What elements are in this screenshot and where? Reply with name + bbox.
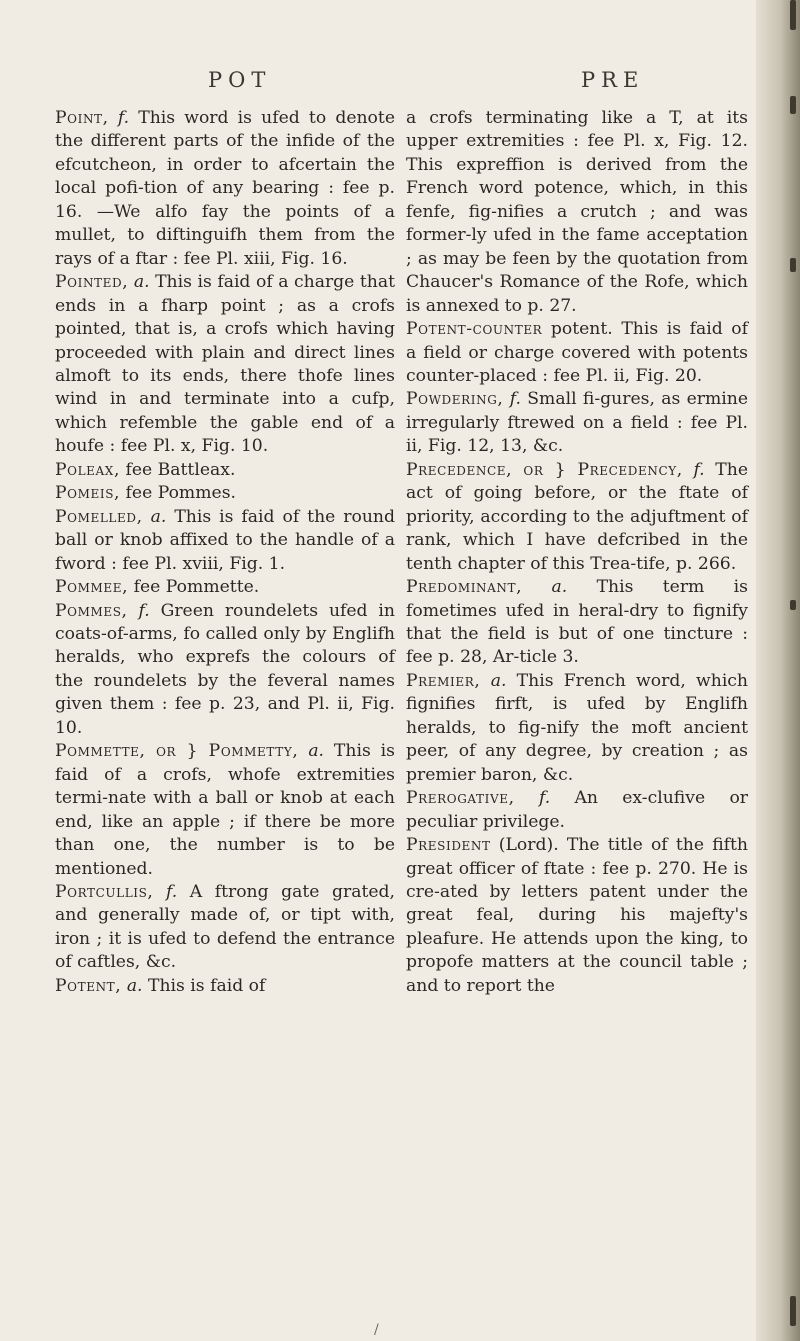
running-head-right: PRE bbox=[581, 68, 645, 92]
page-edge-mark bbox=[790, 0, 796, 30]
entry-headword: Pomeis, bbox=[55, 483, 121, 504]
entry-text: fee Pommette. bbox=[128, 577, 260, 598]
entry-text: Small fi-gures, as ermine irregularly ftrewed on a field : fee Pl. ii, Fig. 12, 13, &c. bbox=[406, 389, 748, 457]
entry-grammar: a. bbox=[133, 272, 150, 293]
dictionary-entry bbox=[406, 388, 748, 458]
entry-grammar: f. bbox=[509, 389, 521, 410]
entry-text: A ftrong gate grated, and generally made of, or tipt with, iron ; it is ufed to defend the entrance of caftles, &c. bbox=[55, 881, 395, 973]
entry-headword: Portcullis, bbox=[55, 881, 154, 902]
dictionary-entry bbox=[406, 459, 748, 576]
dictionary-entry bbox=[55, 600, 395, 741]
entry-grammar: f. bbox=[538, 788, 551, 809]
left-column bbox=[55, 107, 395, 998]
entry-headword: Pomelled, bbox=[55, 506, 143, 527]
entry-headword: Pommes, bbox=[55, 600, 128, 621]
footer-mark: / bbox=[374, 1322, 379, 1338]
entry-text: The act of going before, or the ftate of priority, according to the adjuftment of rank, which I have defcribed in the tenth chapter of this Trea-tife, p. 266. bbox=[406, 459, 748, 574]
page-edge-mark bbox=[790, 1296, 796, 1326]
entry-text: This is faid of bbox=[142, 975, 266, 996]
dictionary-entry bbox=[55, 881, 395, 975]
dictionary-entry bbox=[55, 576, 395, 599]
entry-headword: Precedence, or } Precedency, bbox=[406, 459, 683, 480]
page-edge-mark bbox=[790, 258, 796, 272]
entry-headword: President bbox=[406, 835, 491, 856]
entry-headword: Premier, bbox=[406, 670, 481, 691]
entry-text: An ex-clufive or peculiar privilege. bbox=[406, 788, 749, 832]
entry-headword: Prerogative, bbox=[406, 788, 515, 809]
entry-text: fee Pommes. bbox=[120, 483, 236, 504]
dictionary-entry bbox=[406, 670, 748, 787]
dictionary-entry bbox=[55, 740, 395, 881]
entry-grammar: a. bbox=[551, 577, 568, 598]
running-head-left: POT bbox=[208, 68, 272, 92]
dictionary-entry bbox=[55, 975, 395, 998]
entry-grammar: a. bbox=[150, 506, 167, 527]
entry-text: a crofs terminating like a T, at its upper extremities : fee Pl. x, Fig. 12. This expreffion is derived from the French word potence, which, in this fenfe, fig-nifies a crutch ; and was former-ly ufed in the fame acceptation ; as may be feen by the quotation from Chaucer's Romance of the Rofe, which is annexed to p. 27. bbox=[406, 108, 748, 316]
entry-headword: Poleax, bbox=[55, 459, 121, 480]
entry-grammar: f. bbox=[166, 881, 178, 902]
entry-headword: Point, bbox=[55, 108, 109, 128]
entry-headword: Pommette, or } Pommetty, bbox=[55, 741, 299, 762]
entry-text: This is faid of the round ball or knob affixed to the handle of a fword : fee Pl. xviii, Fig. 1. bbox=[55, 506, 396, 574]
entry-headword: Powdering, bbox=[406, 389, 504, 410]
entry-grammar: a. bbox=[308, 741, 325, 762]
entry-text: fee Battleax. bbox=[120, 459, 236, 480]
dictionary-entry bbox=[406, 834, 748, 998]
entry-headword: Potent, bbox=[55, 975, 122, 996]
dictionary-entry bbox=[406, 107, 748, 318]
entry-text: This French word, which fignifies firft, is ufed by Englifh heralds, to fig-nify the moft ancient peer, of any degree, by creation ; as premier baron, &c. bbox=[406, 670, 749, 785]
entry-headword: Predominant, bbox=[406, 577, 523, 598]
entry-grammar: a. bbox=[490, 670, 507, 691]
entry-headword: Pointed, bbox=[55, 272, 129, 293]
entry-text: This is faid of a crofs, whofe extremities termi-nate with a ball or knob at each end, like an apple ; if there be more than one, the number is to be mentioned. bbox=[55, 741, 395, 879]
page-edge bbox=[756, 0, 800, 1341]
dictionary-entry bbox=[55, 506, 395, 576]
right-column bbox=[406, 107, 748, 998]
dictionary-entry bbox=[55, 482, 395, 505]
entry-text: Green roundelets ufed in coats-of-arms, fo called only by Englifh heralds, who exprefs the colours of the roundelets by the feveral names given them : fee p. 23, and Pl. ii, Fig. 10. bbox=[55, 600, 395, 738]
entry-headword: Pommee, bbox=[55, 577, 129, 598]
entry-grammar: f. bbox=[117, 108, 130, 128]
page-edge-mark bbox=[790, 600, 796, 610]
entry-grammar: f. bbox=[693, 459, 705, 480]
entry-grammar: f. bbox=[138, 600, 150, 621]
entry-text: (Lord). The title of the fifth great officer of ftate : fee p. 270. He is cre-ated by letters patent under the great feal, during his majefty's pleafure. He attends upon the king, to propofe matters at the council table ; and to report the bbox=[406, 835, 748, 996]
page-edge-mark bbox=[790, 96, 796, 114]
entry-headword: Potent-counter bbox=[406, 319, 543, 340]
dictionary-entry bbox=[55, 107, 395, 271]
dictionary-entry bbox=[406, 318, 748, 388]
dictionary-entry bbox=[406, 576, 748, 670]
dictionary-entry bbox=[406, 787, 748, 834]
entry-grammar: a. bbox=[126, 975, 143, 996]
dictionary-entry bbox=[55, 271, 395, 459]
entry-text: This word is ufed to denote the different parts of the infide of the efcutcheon, in order to afcertain the local pofi-tion of any bearing : fee p. 16. —We alfo fay the points of a mullet, to diftinguifh them from the rays of a ftar : fee Pl. xiii, Fig. 16. bbox=[55, 108, 395, 269]
entry-text: potent. This is faid of a field or charge covered with potents counter-placed : fee Pl. ii, Fig. 20. bbox=[406, 319, 748, 386]
entry-text: This term is fometimes ufed in heral-dry to fignify that the field is but of one tincture : fee p. 28, Ar-ticle 3. bbox=[406, 577, 749, 668]
entry-text: This is faid of a charge that ends in a fharp point ; as a crofs pointed, that is, a crofs which having proceeded with plain and direct lines almoft to its ends, there thofe lines wind in and terminate into a cufp, which refemble the gable end of a houfe : fee Pl. x, Fig. 10. bbox=[55, 272, 395, 457]
dictionary-entry bbox=[55, 459, 395, 482]
